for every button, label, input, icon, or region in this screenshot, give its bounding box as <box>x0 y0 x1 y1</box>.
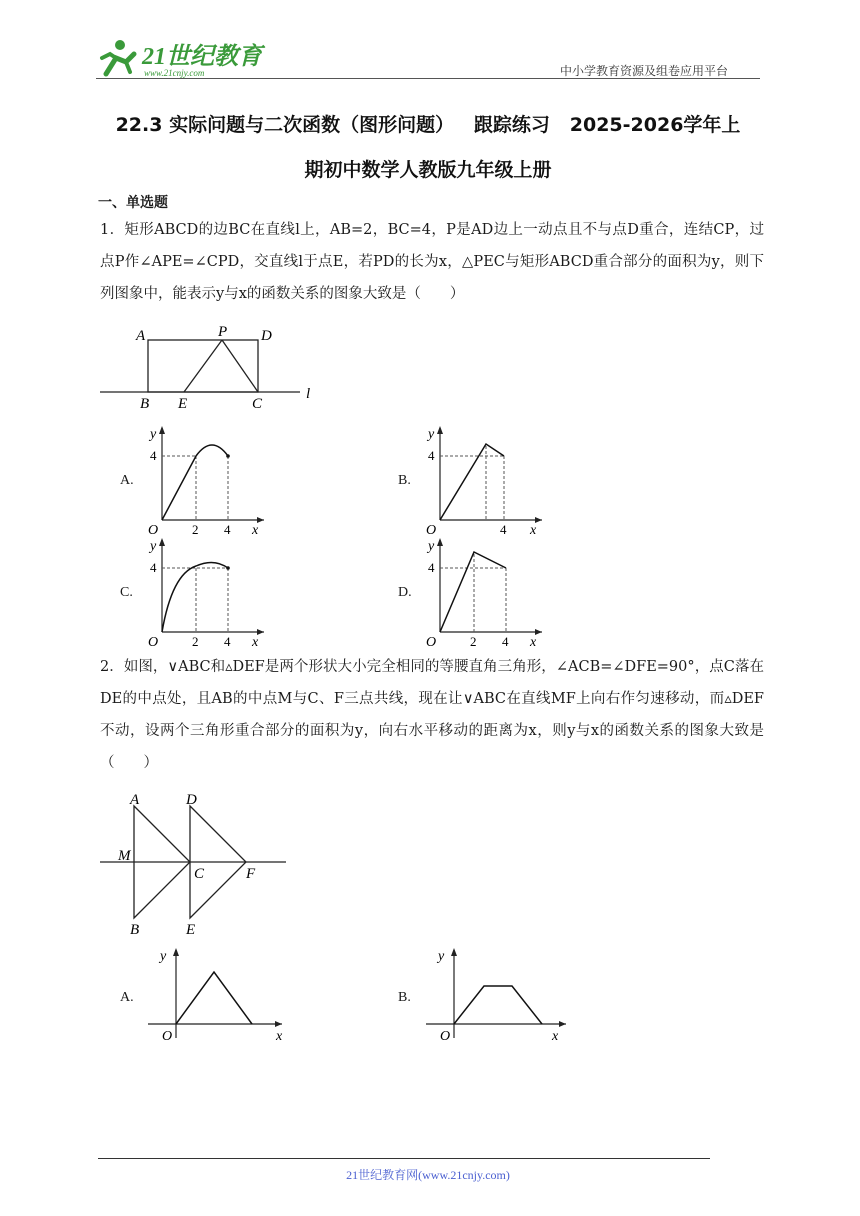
q2-option-a-graph[interactable] <box>142 942 292 1046</box>
q2b-y-label: y <box>438 949 445 964</box>
header-platform-text: 中小学教育资源及组卷应用平台 <box>560 64 729 78</box>
q2-triangles-figure <box>96 788 296 940</box>
header-divider <box>96 78 760 79</box>
q1b-ytick: 4 <box>428 448 435 463</box>
q1c-x-label: x <box>252 635 259 650</box>
q1a-y-label: y <box>150 427 157 442</box>
q1-option-c-graph[interactable] <box>142 534 272 652</box>
q1d-y-label: y <box>428 539 435 554</box>
q2-option-b-graph[interactable] <box>420 942 570 1046</box>
q1-label-l: l <box>306 386 311 402</box>
q2-label-m: M <box>118 848 131 864</box>
q1-label-e: E <box>178 396 188 412</box>
q1a-origin: O <box>148 523 159 538</box>
q1a-xtick-2: 2 <box>192 522 199 537</box>
footer-divider <box>98 1158 710 1159</box>
q2-option-a-label[interactable]: A. <box>120 990 134 1005</box>
q1-option-d-label[interactable]: D. <box>398 585 412 600</box>
q2b-x-label: x <box>552 1029 559 1044</box>
question-1-text: 1．矩形ABCD的边BC在直线l上，AB=2，BC=4，P是AD边上一动点且不与点D重合，连结CP，过点P作∠APE=∠CPD，交直线l于点E，若PD的长为x，△PEC与矩形ABCD重合部分的面积为y，则下列图象中，能表示y与x的函数关系的图象大致是（ ） <box>100 222 764 302</box>
q1-option-b-graph[interactable] <box>420 422 550 540</box>
q2a-x-label: x <box>276 1029 283 1044</box>
q1-option-d-graph[interactable] <box>420 534 550 652</box>
q1-option-b-label[interactable]: B. <box>398 473 411 488</box>
q1-label-d: D <box>261 328 272 344</box>
q1c-origin: O <box>148 635 159 650</box>
q2-option-b-label[interactable]: B. <box>398 990 411 1005</box>
logo-runner-icon <box>96 36 266 80</box>
logo-url: www.21cnjy.com <box>144 68 205 78</box>
q1-option-a-label[interactable]: A. <box>120 473 134 488</box>
q1d-xtick-2: 2 <box>470 634 477 649</box>
q1-label-b: B <box>140 396 150 412</box>
header-logo <box>96 36 266 80</box>
q1d-xtick-4: 4 <box>502 634 509 649</box>
q1-option-c-label[interactable]: C. <box>120 585 133 600</box>
logo-text: 21世纪教育 <box>142 44 262 70</box>
q1c-xtick-2: 2 <box>192 634 199 649</box>
q1-option-a-graph[interactable] <box>142 422 272 540</box>
footer-link[interactable]: 21世纪教育网(www.21cnjy.com) <box>346 1168 510 1182</box>
q1a-ytick: 4 <box>150 448 157 463</box>
q2-label-e: E <box>186 922 196 938</box>
q1a-xtick-4: 4 <box>224 522 231 537</box>
q1d-origin: O <box>426 635 437 650</box>
q2-label-c: C <box>194 866 205 882</box>
page-title-line1: 22.3 实际问题与二次函数（图形问题） 跟踪练习 2025-2026学年上 <box>115 114 741 136</box>
page-title-line2: 期初中数学人教版九年级上册 <box>304 159 552 181</box>
q1b-xtick-4: 4 <box>500 522 507 537</box>
q1c-xtick-4: 4 <box>224 634 231 649</box>
q2a-origin: O <box>162 1029 173 1044</box>
q1a-x-label: x <box>252 523 259 538</box>
q1-label-a: A <box>136 328 146 344</box>
q1b-origin: O <box>426 523 437 538</box>
q2-label-d: D <box>186 792 197 808</box>
q1d-x-label: x <box>530 635 537 650</box>
q1c-ytick: 4 <box>150 560 157 575</box>
q2a-y-label: y <box>160 949 167 964</box>
q1-rectangle-figure <box>96 318 326 413</box>
question-2-text: 2．如图，∨ABC和▵DEF是两个形状大小完全相同的等腰直角三角形，∠ACB=∠DFE=90°，点C落在DE的中点处，且AB的中点M与C、F三点共线，现在让∨ABC在直线MF上向右作匀速移动，而▵DEF不动，设两个三角形重合部分的面积为y，向右水平移动的距离为x，则y与x的函数关系的图象大致是（ ） <box>100 659 764 771</box>
q1-label-p: P <box>218 324 228 340</box>
q1b-x-label: x <box>530 523 537 538</box>
q2-label-f: F <box>246 866 256 882</box>
q1b-y-label: y <box>428 427 435 442</box>
q1d-ytick: 4 <box>428 560 435 575</box>
q1c-y-label: y <box>150 539 157 554</box>
q2-label-a: A <box>130 792 140 808</box>
q2b-origin: O <box>440 1029 451 1044</box>
q1-label-c: C <box>252 396 263 412</box>
section-heading: 一、单选题 <box>98 195 168 211</box>
q2-label-b: B <box>130 922 140 938</box>
